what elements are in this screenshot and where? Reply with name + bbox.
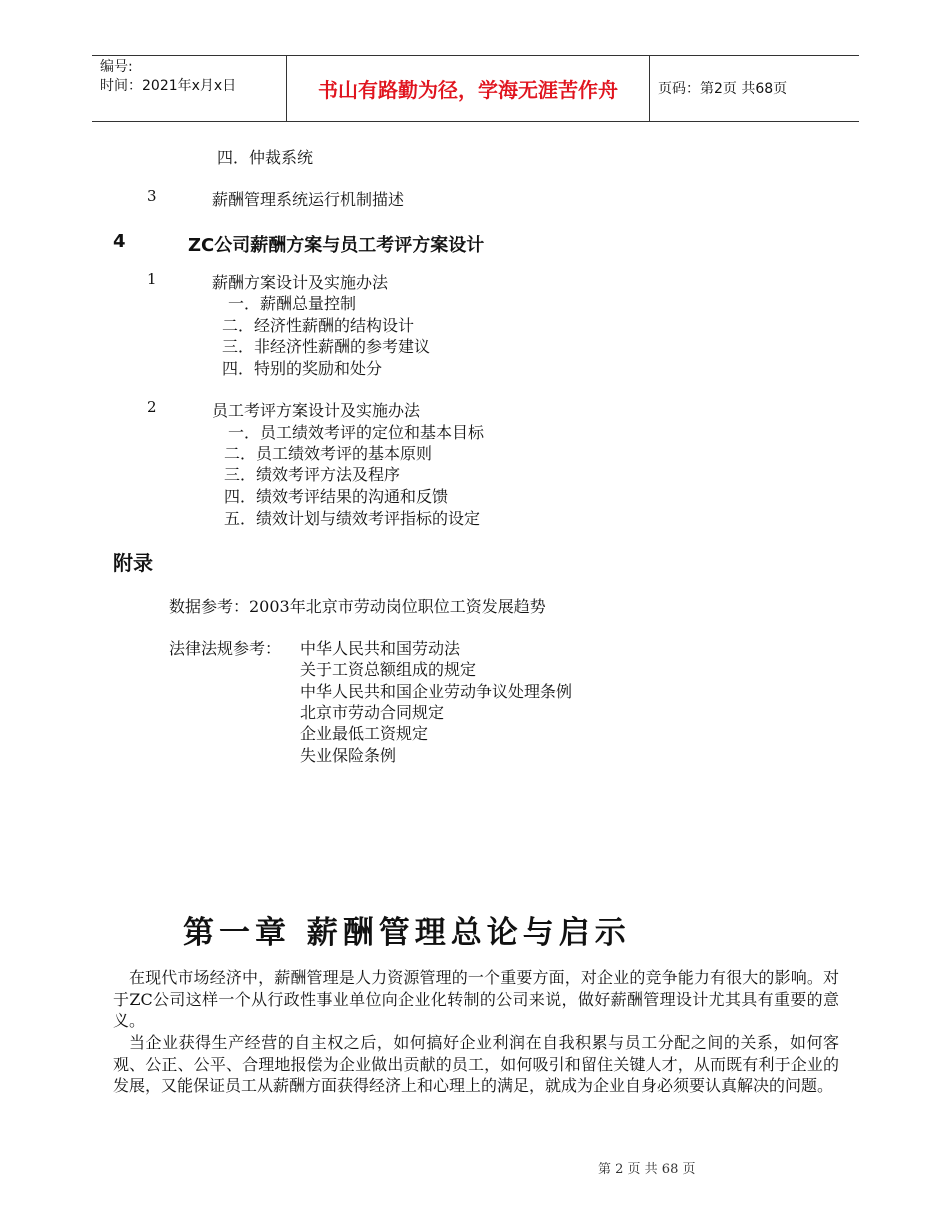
appendix-data-reference: 数据参考：2003年北京市劳动岗位职位工资发展趋势 bbox=[169, 597, 546, 616]
chapter-title: 第一章 薪酬管理总论与启示 bbox=[183, 915, 631, 951]
toc-chapter-title: ZC公司薪酬方案与员工考评方案设计 bbox=[188, 235, 485, 256]
body-paragraph: 当企业获得生产经营的自主权之后，如何搞好企业利润在自我积累与员工分配之间的关系，如何客观、公正、公平、合理地报偿为企业做出贡献的员工，如何吸引和留住关键人才，从而既有利于企业的发展，又能保证员工从薪酬方面获得经济上和心理上的满足，就成为企业自身必须要认真解决的问题。 bbox=[113, 1033, 839, 1095]
toc-subitem: 三．非经济性薪酬的参考建议 bbox=[222, 337, 431, 356]
appendix-law-label: 法律法规参考： bbox=[169, 639, 282, 658]
toc-subitem: 三．绩效考评方法及程序 bbox=[224, 465, 401, 484]
appendix-law-item: 失业保险条例 bbox=[300, 746, 397, 765]
appendix-law-item: 中华人民共和国劳动法 bbox=[300, 639, 461, 658]
toc-section-number: 3 bbox=[147, 187, 157, 205]
toc-section-title: 员工考评方案设计及实施办法 bbox=[212, 401, 421, 420]
toc-subitem: 五．绩效计划与绩效考评指标的设定 bbox=[224, 509, 481, 528]
number-label: 编号: bbox=[100, 59, 133, 75]
header-page-label: 页码：第2页 共68页 bbox=[658, 81, 788, 97]
header-bottom-rule bbox=[92, 121, 859, 122]
toc-section-number: 1 bbox=[147, 270, 157, 288]
toc-subitem: 二．员工绩效考评的基本原则 bbox=[224, 444, 433, 463]
time-label: 时间：2021年x月x日 bbox=[100, 78, 237, 94]
toc-item-arbitration: 四．仲裁系统 bbox=[217, 148, 314, 167]
header-motto: 书山有路勤为径，学海无涯苦作舟 bbox=[318, 77, 618, 102]
toc-section-title: 薪酬方案设计及实施办法 bbox=[212, 273, 389, 292]
header-divider bbox=[649, 55, 650, 121]
toc-subitem: 二．经济性薪酬的结构设计 bbox=[222, 316, 415, 335]
toc-subitem: 四．特别的奖励和处分 bbox=[222, 359, 383, 378]
toc-section-number: 2 bbox=[147, 398, 157, 416]
header-meta bbox=[100, 58, 236, 96]
toc-section-title: 薪酬管理系统运行机制描述 bbox=[212, 190, 405, 209]
body-paragraph: 在现代市场经济中，薪酬管理是人力资源管理的一个重要方面，对企业的竞争能力有很大的影响。对于ZC公司这样一个从行政性事业单位向企业化转制的公司来说，做好薪酬管理设计尤其具有重要的意义。 bbox=[113, 968, 839, 1030]
appendix-law-item: 北京市劳动合同规定 bbox=[300, 703, 445, 722]
page-footer: 第 2 页 共 68 页 bbox=[598, 1162, 696, 1177]
appendix-law-item: 关于工资总额组成的规定 bbox=[300, 660, 477, 679]
appendix-law-item: 中华人民共和国企业劳动争议处理条例 bbox=[300, 682, 573, 701]
toc-subitem: 四．绩效考评结果的沟通和反馈 bbox=[224, 487, 449, 506]
toc-subitem: 一．员工绩效考评的定位和基本目标 bbox=[228, 423, 485, 442]
appendix-title: 附录 bbox=[113, 551, 153, 575]
toc-subitem: 一．薪酬总量控制 bbox=[228, 294, 357, 313]
toc-chapter-number: 4 bbox=[113, 231, 126, 252]
appendix-law-item: 企业最低工资规定 bbox=[300, 724, 429, 743]
